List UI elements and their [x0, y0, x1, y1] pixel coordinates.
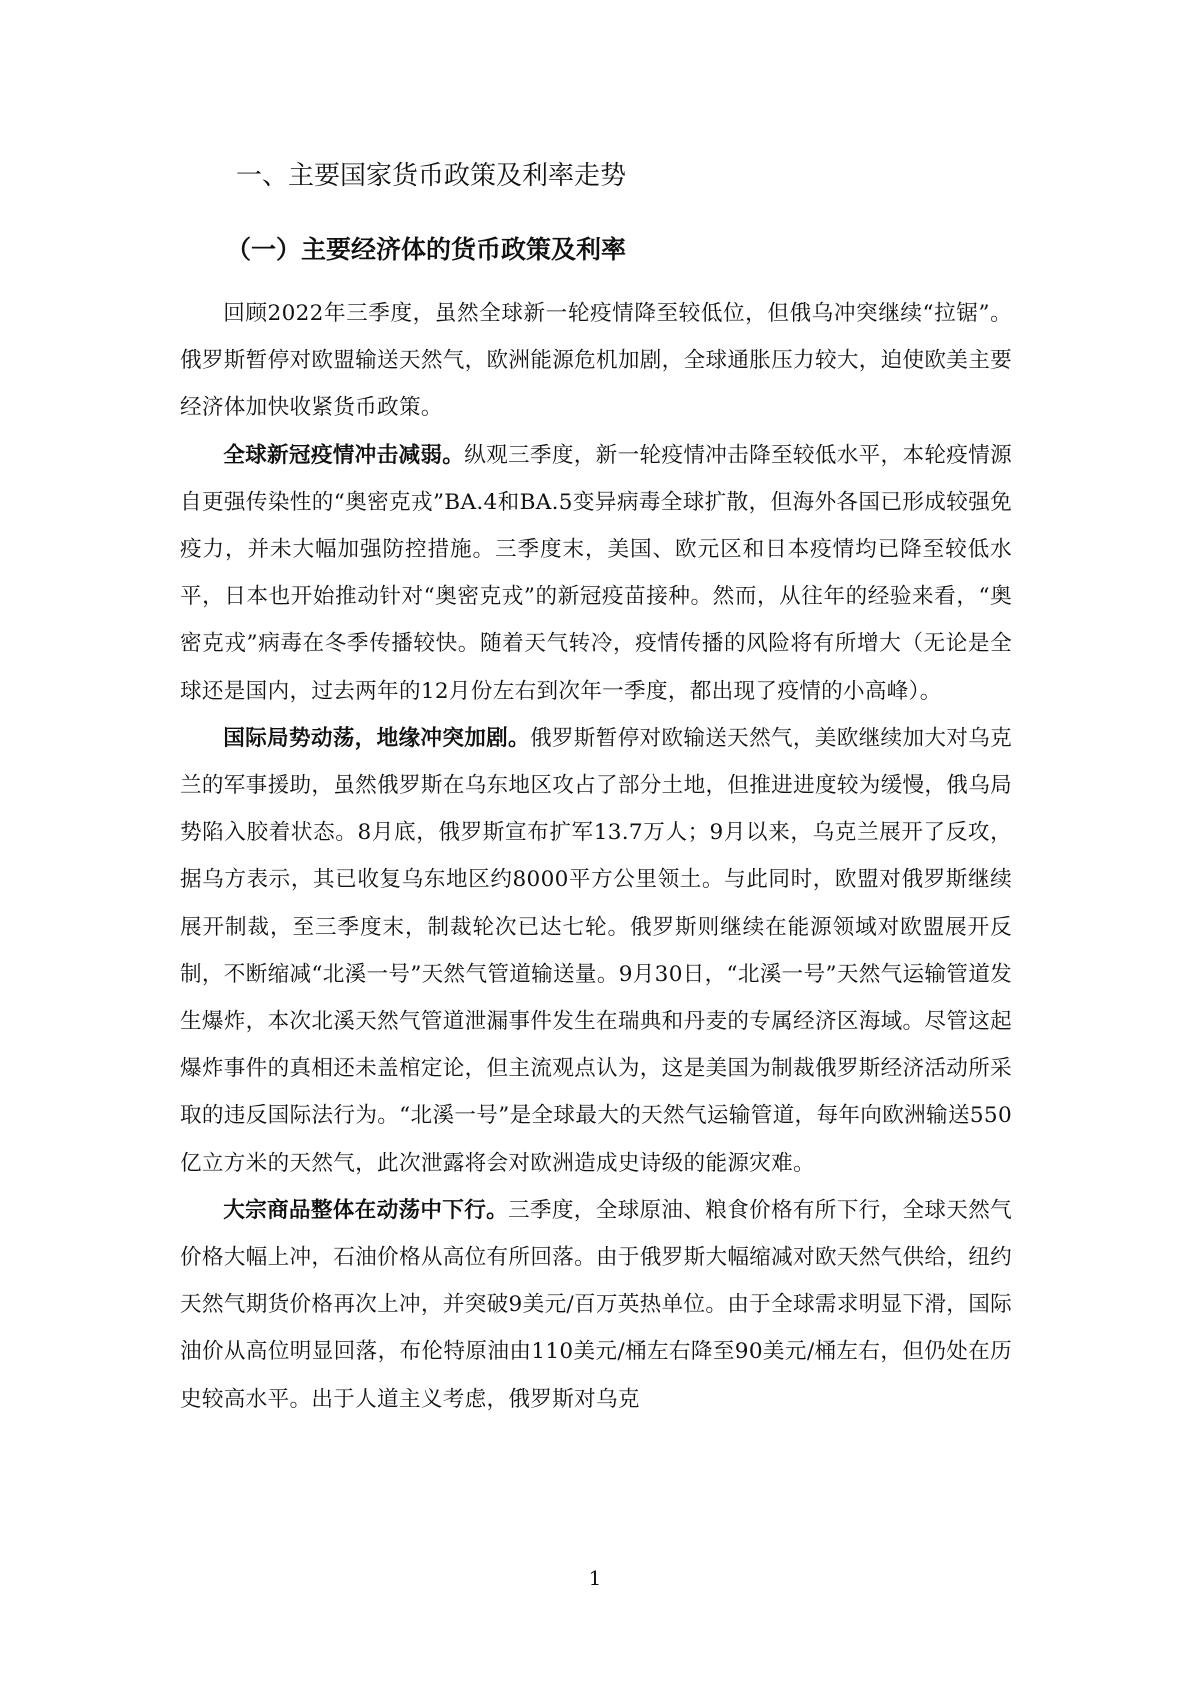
paragraph-text: 纵观三季度，新一轮疫情冲击降至较低水平，本轮疫情源自更强传染性的“奥密克戎”BA.4和BA.5变异病毒全球扩散，但海外各国已形成较强免疫力，并未大幅加强防控措施。三季度末，美国、欧元区和日本疫情均已降至较低水平，日本也开始推动针对“奥密克戎”的新冠疫苗接种。然而，从往年的经验来看，“奥密克戎”病毒在冬季传播较快。随着天气转冷，疫情传播的风险将有所增大（无论是全球还是国内，过去两年的12月份左右到次年一季度，都出现了疫情的小高峰）。: [180, 442, 1012, 704]
paragraph-text: 三季度，全球原油、粮食价格有所下行，全球天然气价格大幅上冲，石油价格从高位有所回落。由于俄罗斯大幅缩减对欧天然气供给，纽约天然气期货价格再次上冲，并突破9美元/百万英热单位。由于全球需求明显下滑，国际油价从高位明显回落，布伦特原油由110美元/桶左右降至90美元/桶左右，但仍处在历史较高水平。出于人道主义考虑，俄罗斯对乌克: [180, 1197, 1012, 1412]
section-heading: 一、主要国家货币政策及利率走势: [236, 161, 627, 191]
paragraph-intro: [180, 290, 1012, 432]
paragraph-geopolitics: [180, 715, 1012, 1187]
page-number: 1: [588, 1566, 602, 1590]
paragraph-lead: 全球新冠疫情冲击减弱。: [223, 442, 465, 468]
subsection-heading: （一）主要经济体的货币政策及利率: [226, 235, 627, 264]
paragraph-epidemic: [180, 432, 1012, 715]
paragraph-lead: 大宗商品整体在动荡中下行。: [223, 1197, 509, 1223]
paragraph-lead: 国际局势动荡，地缘冲突加剧。: [223, 725, 530, 751]
paragraph-text: 俄罗斯暂停对欧输送天然气，美欧继续加大对乌克兰的军事援助，虽然俄罗斯在乌东地区攻占了部分土地，但推进进度较为缓慢，俄乌局势陷入胶着状态。8月底，俄罗斯宣布扩军13.7万人；9月以来，乌克兰展开了反攻，据乌方表示，其已收复乌东地区约8000平方公里领土。与此同时，欧盟对俄罗斯继续展开制裁，至三季度末，制裁轮次已达七轮。俄罗斯则继续在能源领域对欧盟展开反制，不断缩减“北溪一号”天然气管道输送量。9月30日，“北溪一号”天然气运输管道发生爆炸，本次北溪天然气管道泄漏事件发生在瑞典和丹麦的专属经济区海域。尽管这起爆炸事件的真相还未盖棺定论，但主流观点认为，这是美国为制裁俄罗斯经济活动所采取的违反国际法行为。“北溪一号”是全球最大的天然气运输管道，每年向欧洲输送550亿立方米的天然气，此次泄露将会对欧洲造成史诗级的能源灾难。: [180, 725, 1012, 1176]
paragraph-commodities: [180, 1187, 1012, 1423]
body-text: [180, 290, 1012, 1423]
paragraph-text: 回顾2022年三季度，虽然全球新一轮疫情降至较低位，但俄乌冲突继续“拉锯”。俄罗斯暂停对欧盟输送天然气，欧洲能源危机加剧，全球通胀压力较大，迫使欧美主要经济体加快收紧货币政策。: [180, 301, 1012, 421]
